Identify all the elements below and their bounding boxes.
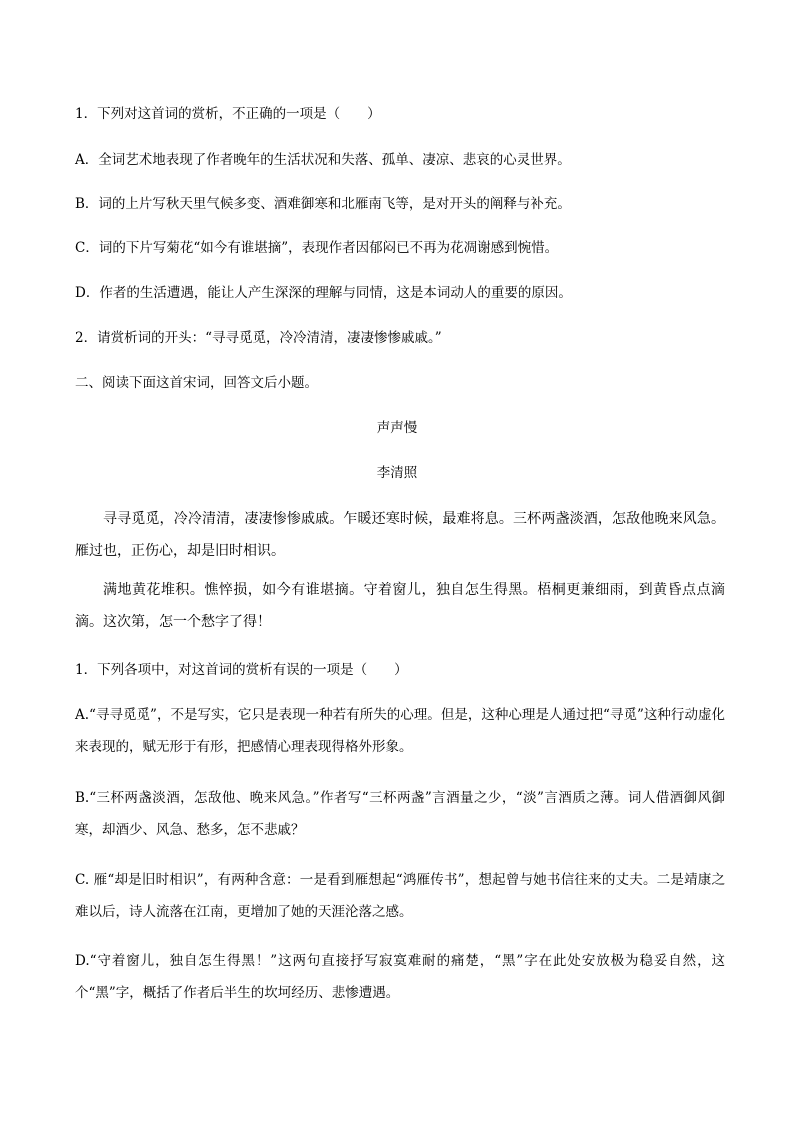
poem-author: 李清照 [376, 465, 418, 481]
option-a: A．全词艺术地表现了作者晚年的生活状况和失落、孤单、凄凉、悲哀的心灵世界。 [75, 152, 571, 168]
question-1: 1．下列对这首词的赏析，不正确的一项是（ ） [75, 106, 381, 122]
option-b2: B.“三杯两盏淡酒，怎敌他、晚来风急。”作者写“三杯两盏”言酒量之少，“淡”言酒质之薄。词人借酒御风御寒，却酒少、风急、愁多，怎不悲戚？ [75, 790, 725, 838]
poem-paragraph-1: 寻寻觅觅，冷冷清清，凄凄惨惨戚戚。乍暖还寒时候，最难将息。三杯两盏淡酒，怎敌他晚来风急。雁过也，正伤心，却是旧时相识。 [75, 511, 725, 559]
option-a2: A.“寻寻觅觅”，不是写实，它只是表现一种若有所失的心理。但是，这种心理是人通过把“寻觅”这种行动虚化来表现的，赋无形于有形，把感情心理表现得格外形象。 [75, 707, 725, 755]
option-d2: D.“守着窗儿，独自怎生得黑！”这两句直接抒写寂寞难耐的痛楚，“黑”字在此处安放极为稳妥自然，这个“黑”字，概括了作者后半生的坎坷经历、悲惨遭遇。 [75, 953, 725, 1001]
option-c: C．词的下片写菊花“如今有谁堪摘”，表现作者因郁闷已不再为花凋谢感到惋惜。 [75, 240, 559, 256]
option-b: B．词的上片写秋天里气候多变、酒难御寒和北雁南飞等，是对开头的阐释与补充。 [75, 196, 571, 212]
option-c2: C. 雁“却是旧时相识”，有两种含意：一是看到雁想起“鸿雁传书”，想起曾与她书信往来的丈夫。二是靖康之难以后，诗人流落在江南，更增加了她的天涯沦落之感。 [75, 872, 725, 920]
question-1b: 1．下列各项中，对这首词的赏析有误的一项是（ ） [75, 662, 408, 678]
question-2: 2．请赏析词的开头：“寻寻觅觅，冷冷清清，凄凄惨惨戚戚。” [75, 330, 442, 346]
poem-paragraph-2: 满地黄花堆积。憔悴损，如今有谁堪摘。守着窗儿，独自怎生得黑。梧桐更兼细雨，到黄昏点点滴滴。这次第，怎一个愁字了得！ [75, 582, 725, 630]
poem-title: 声声慢 [376, 420, 418, 436]
section-heading: 二、阅读下面这首宋词，回答文后小题。 [75, 375, 318, 391]
option-d: D．作者的生活遭遇，能让人产生深深的理解与同情，这是本词动人的重要的原因。 [75, 285, 572, 301]
